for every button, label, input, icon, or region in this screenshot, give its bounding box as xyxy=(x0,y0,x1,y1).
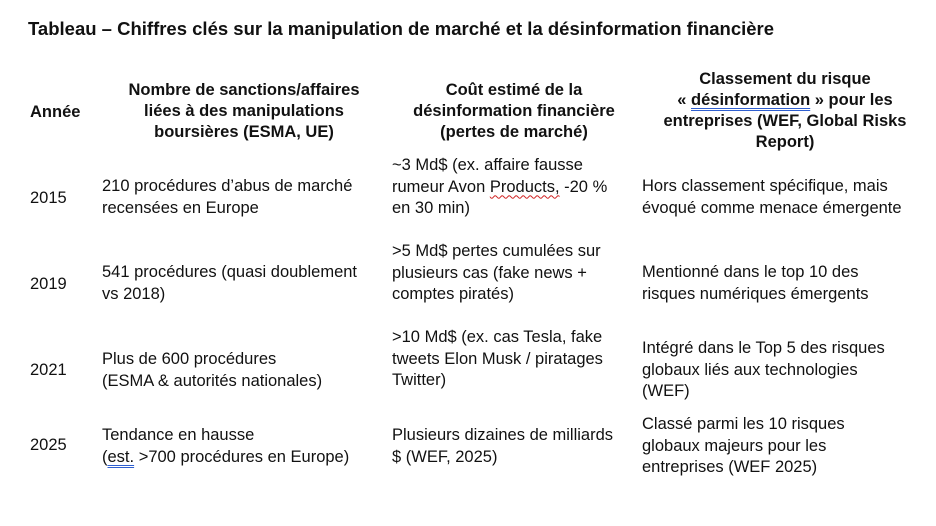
cell-line: Plusieurs dizaines de milliards xyxy=(392,426,614,444)
cell-line: Twitter) xyxy=(392,371,447,389)
header-ranking-line: entreprises (WEF, Global Risks xyxy=(663,112,907,130)
row-sanctions xyxy=(102,349,322,392)
cell-line: Plus de 600 procédures xyxy=(102,350,277,368)
row-ranking xyxy=(642,338,885,403)
header-year-label: Année xyxy=(30,103,81,121)
cell-line: évoqué comme menace émergente xyxy=(642,198,902,217)
cell-text: -20 % xyxy=(559,177,608,196)
cell-line: Classé parmi les 10 risques xyxy=(642,415,845,433)
header-cost-line: désinformation financière xyxy=(413,102,615,120)
cell-text: rumeur Avon xyxy=(392,177,490,196)
row-cost xyxy=(392,155,607,220)
cell-line: plusieurs cas (fake news + xyxy=(392,263,587,282)
cell-line: >10 Md$ (ex. cas Tesla, fake xyxy=(392,328,603,346)
cell-line: Mentionné dans le top 10 des xyxy=(642,263,859,281)
cell-line: globaux majeurs pour les xyxy=(642,436,827,455)
header-sanctions-line: boursières (ESMA, UE) xyxy=(154,123,334,141)
cell-line: $ (WEF, 2025) xyxy=(392,447,498,466)
header-ranking-text: » pour les xyxy=(810,91,893,109)
cell-line: comptes piratés) xyxy=(392,285,514,303)
row-year: 2025 xyxy=(30,436,67,454)
cell-text: ( xyxy=(102,447,108,466)
row-cost xyxy=(392,327,603,392)
spellcheck-word[interactable]: est. xyxy=(107,447,135,466)
cell-line: vs 2018) xyxy=(102,284,166,303)
row-year: 2019 xyxy=(30,275,67,293)
cell-line: en 30 min) xyxy=(392,199,470,217)
header-ranking-text: « xyxy=(677,91,692,109)
row-cost xyxy=(392,425,613,468)
header-year xyxy=(30,102,100,123)
row-year: 2015 xyxy=(30,189,67,207)
cell-line: risques numériques émergents xyxy=(642,284,869,303)
spellcheck-word[interactable]: Products, xyxy=(489,177,560,196)
header-cost-line: (pertes de marché) xyxy=(440,123,588,141)
header-sanctions xyxy=(102,80,386,143)
cell-line: Intégré dans le Top 5 des risques xyxy=(642,339,885,357)
cell-line: globaux liés aux technologies xyxy=(642,360,858,379)
table-title: Tableau – Chiffres clés sur la manipulation de marché et la désinformation financière xyxy=(28,18,775,39)
header-cost xyxy=(392,80,636,143)
cell-line: entreprises (WEF 2025) xyxy=(642,458,818,476)
cell-line: 541 procédures (quasi doublement xyxy=(102,263,358,281)
cell-line: ~3 Md$ (ex. affaire fausse xyxy=(392,156,583,174)
cell-line: Tendance en hausse xyxy=(102,426,255,444)
cell-text: >700 procédures en Europe) xyxy=(134,447,350,466)
cell-line xyxy=(102,447,349,469)
header-sanctions-line: liées à des manipulations xyxy=(144,102,344,120)
cell-line: Hors classement spécifique, mais xyxy=(642,177,888,195)
row-sanctions xyxy=(102,425,349,468)
header-ranking-line: Report) xyxy=(755,133,815,151)
row-ranking xyxy=(642,414,845,479)
cell-line xyxy=(392,177,607,199)
cell-line: 210 procédures d’abus de marché xyxy=(102,177,353,195)
cell-line: (WEF) xyxy=(642,382,690,400)
header-ranking xyxy=(640,69,930,153)
row-sanctions xyxy=(102,176,352,219)
row-cost xyxy=(392,241,601,306)
cell-line: recensées en Europe xyxy=(102,198,259,217)
cell-line: (ESMA & autorités nationales) xyxy=(102,371,323,390)
row-ranking xyxy=(642,262,869,305)
row-ranking xyxy=(642,176,902,219)
header-cost-line: Coût estimé de la xyxy=(445,81,583,99)
header-sanctions-line: Nombre de sanctions/affaires xyxy=(128,81,360,99)
header-ranking-line xyxy=(640,90,930,111)
cell-line: >5 Md$ pertes cumulées sur xyxy=(392,242,601,260)
header-ranking-line: Classement du risque xyxy=(699,70,871,88)
spellcheck-word[interactable]: désinformation xyxy=(691,91,811,109)
cell-line: tweets Elon Musk / piratages xyxy=(392,349,603,368)
row-sanctions xyxy=(102,262,357,305)
row-year: 2021 xyxy=(30,361,67,379)
